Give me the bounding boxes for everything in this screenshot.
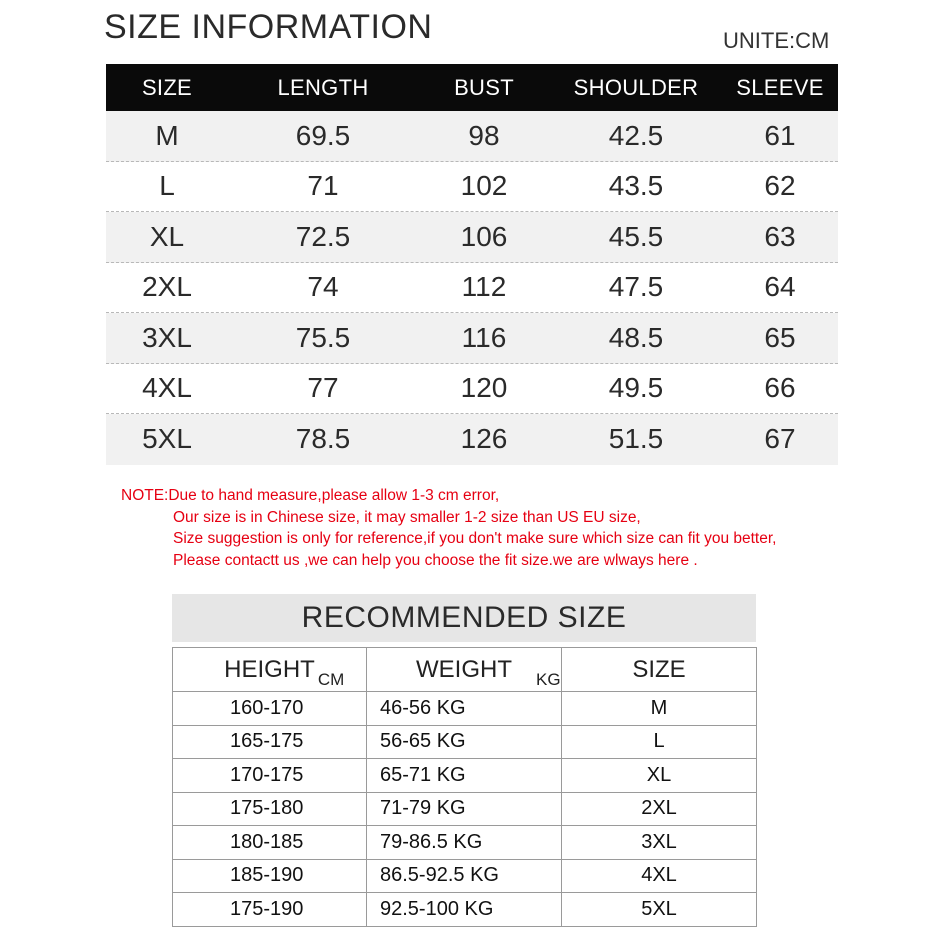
cell-height: 175-180 — [173, 792, 367, 826]
cell-height: 160-170 — [173, 692, 367, 726]
cell-sleeve: 65 — [764, 321, 796, 353]
cell-bust: 98 — [468, 119, 500, 151]
table-row — [106, 313, 838, 364]
cell-length: 75.5 — [295, 321, 351, 353]
cell-sleeve: 66 — [764, 372, 796, 404]
cell-size: 4XL — [142, 372, 192, 404]
cell-shoulder: 42.5 — [608, 119, 664, 151]
header-height — [173, 648, 367, 692]
header-height-unit: CM — [317, 669, 345, 689]
cell-size: M — [562, 692, 757, 726]
cell-weight: 56-65 KG — [367, 725, 562, 759]
cell-length: 72.5 — [295, 220, 351, 252]
table-row — [173, 859, 757, 893]
header-weight — [367, 648, 562, 692]
cell-size: 3XL — [142, 321, 192, 353]
cell-size: 5XL — [562, 893, 757, 927]
cell-length: 71 — [307, 170, 339, 202]
recommended-size-table — [172, 647, 757, 927]
table-row — [173, 692, 757, 726]
cell-shoulder: 47.5 — [608, 271, 664, 303]
cell-bust: 116 — [461, 321, 507, 353]
cell-sleeve: 67 — [764, 423, 796, 455]
cell-length: 69.5 — [295, 119, 351, 151]
recommended-size-banner — [172, 594, 756, 642]
cell-shoulder: 48.5 — [608, 321, 664, 353]
table-row — [173, 759, 757, 793]
cell-weight: 86.5-92.5 KG — [367, 859, 562, 893]
cell-weight: 92.5-100 KG — [367, 893, 562, 927]
unit-label: UNITE:CM — [723, 28, 830, 53]
cell-size: 2XL — [562, 792, 757, 826]
table-row — [106, 212, 838, 263]
cell-size: 2XL — [142, 271, 192, 303]
header-height-label: HEIGHT — [224, 655, 315, 683]
cell-sleeve: 61 — [764, 119, 796, 151]
cell-bust: 102 — [460, 170, 508, 202]
cell-weight: 65-71 KG — [367, 759, 562, 793]
cell-height: 180-185 — [173, 826, 367, 860]
table-row — [106, 364, 838, 415]
cell-size: 5XL — [142, 423, 192, 455]
cell-size: L — [562, 725, 757, 759]
table-row — [106, 111, 838, 162]
header-sleeve: SLEEVE — [736, 74, 824, 100]
recommended-size-title: RECOMMENDED SIZE — [301, 601, 627, 634]
cell-size: XL — [149, 220, 185, 252]
cell-sleeve: 62 — [764, 170, 796, 202]
table-row — [106, 414, 838, 465]
cell-height: 170-175 — [173, 759, 367, 793]
cell-size: XL — [562, 759, 757, 793]
cell-bust: 126 — [460, 423, 508, 455]
table-row — [173, 893, 757, 927]
cell-shoulder: 43.5 — [608, 170, 664, 202]
cell-sleeve: 63 — [764, 220, 796, 252]
cell-shoulder: 45.5 — [608, 220, 664, 252]
size-note — [121, 485, 776, 571]
note-line: NOTE:Due to hand measure,please allow 1-3 cm error, — [121, 487, 500, 504]
note-line: Our size is in Chinese size, it may smaller 1-2 size than US EU size, — [173, 508, 641, 526]
table-row — [106, 162, 838, 213]
cell-height: 185-190 — [173, 859, 367, 893]
header-size: SIZE — [141, 74, 193, 100]
size-table-header — [106, 64, 838, 111]
cell-length: 77 — [307, 372, 339, 404]
header-shoulder: SHOULDER — [573, 74, 699, 100]
header-weight-label: WEIGHT — [416, 655, 512, 683]
cell-bust: 120 — [460, 372, 508, 404]
note-line: Size suggestion is only for reference,if you don't make sure which size can fit you better, — [173, 530, 777, 547]
cell-size: L — [159, 170, 175, 202]
cell-size: 4XL — [562, 859, 757, 893]
size-information-table — [106, 64, 838, 465]
cell-bust: 112 — [461, 271, 507, 303]
cell-weight: 71-79 KG — [367, 792, 562, 826]
cell-height: 165-175 — [173, 725, 367, 759]
header-weight-unit: KG — [536, 669, 561, 689]
table-row — [173, 826, 757, 860]
cell-length: 74 — [307, 271, 339, 303]
cell-size: 3XL — [562, 826, 757, 860]
cell-weight: 46-56 KG — [367, 692, 562, 726]
recommended-table-header — [173, 648, 757, 692]
note-line: Please contactt us ,we can help you choose the fit size.we are wlways here . — [173, 551, 698, 569]
cell-height: 175-190 — [173, 893, 367, 927]
table-row — [173, 725, 757, 759]
cell-weight: 79-86.5 KG — [367, 826, 562, 860]
header-bust: BUST — [454, 74, 514, 100]
cell-shoulder: 49.5 — [608, 372, 664, 404]
page-title: SIZE INFORMATION — [104, 8, 433, 46]
header-size: SIZE — [562, 648, 757, 692]
cell-size: M — [155, 119, 179, 151]
table-row — [106, 263, 838, 314]
cell-sleeve: 64 — [764, 271, 796, 303]
header-length: LENGTH — [277, 74, 369, 100]
cell-bust: 106 — [460, 220, 508, 252]
table-row — [173, 792, 757, 826]
cell-length: 78.5 — [295, 423, 351, 455]
cell-shoulder: 51.5 — [608, 423, 664, 455]
